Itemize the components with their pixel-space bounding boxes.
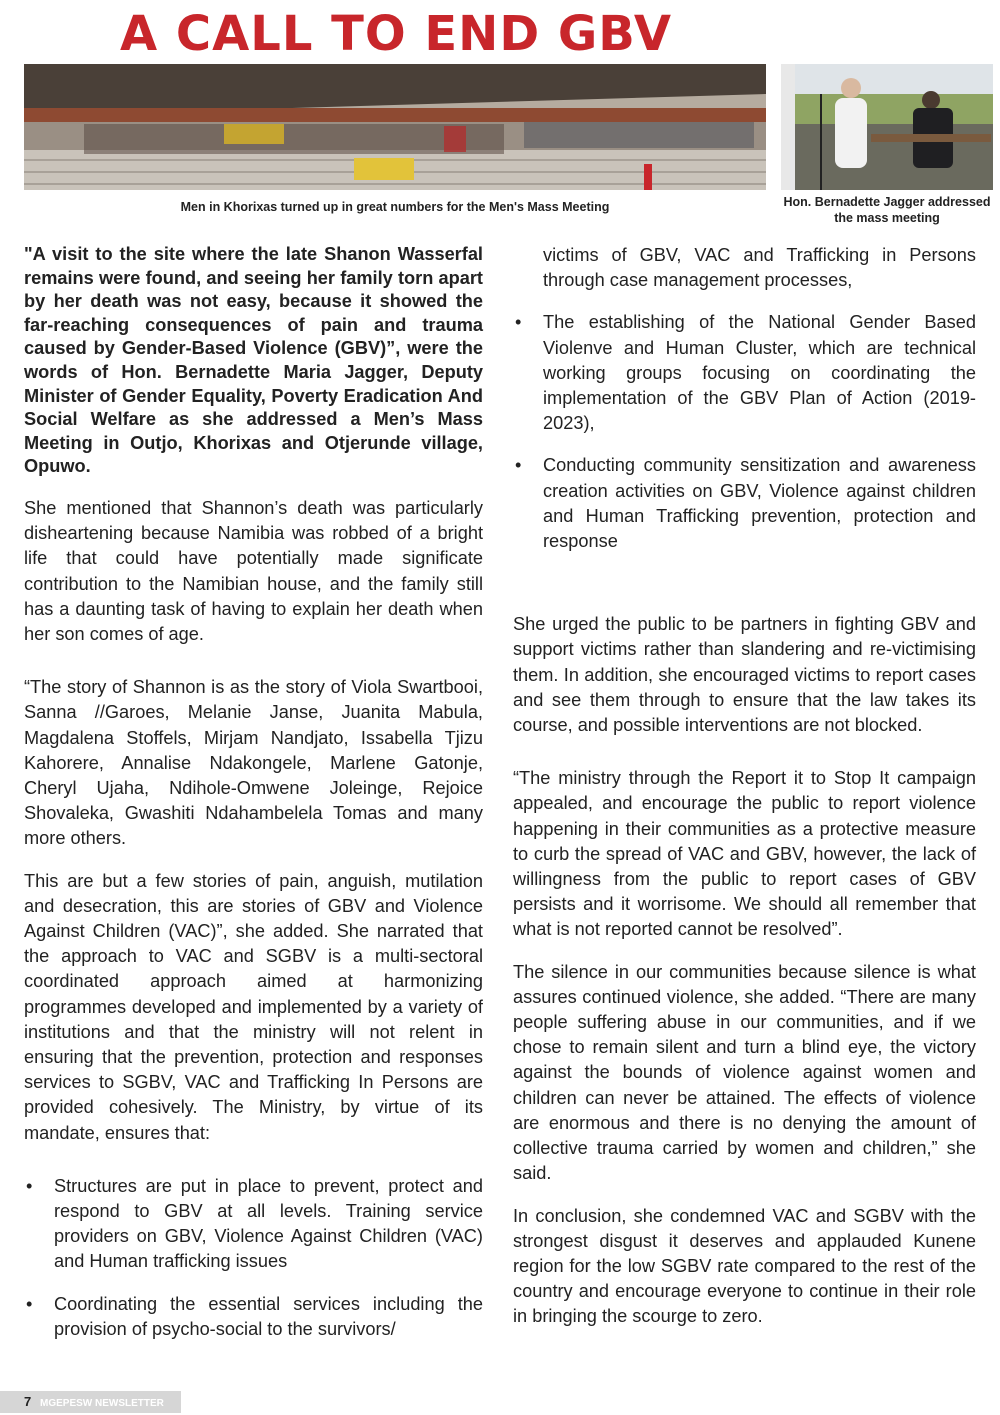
mandate-list	[24, 1174, 483, 1342]
list-item: • Conducting community sensitization and awareness creation activities on GBV, Violence against children and Human Trafficking prevention, protection and response	[513, 453, 976, 554]
list-item: • Structures are put in place to prevent, protect and respond to GBV at all levels. Training service providers on GBV, Violence Against Children (VAC) and Human trafficking issues	[24, 1174, 483, 1275]
lead-paragraph: "A visit to the site where the late Shanon Wasserfal remains were found, and seeing her family torn apart by her death was not easy, because it showed the far-reaching consequences of pain and trauma caused by Gender-Based Violence (GBV)”, were the words of Hon. Bernadette Maria Jagger, Deputy Minister of Gender Equality, Poverty Eradication And Social Welfare as she addressed a Men’s Mass Meeting in Outjo, Khorixas and Otjerunde village, Opuwo.	[24, 244, 483, 477]
list-item: • The establishing of the National Gender Based Violenve and Human Cluster, which are technical working groups focusing on coordinating the implementation of the GBV Plan of Action (2019-2023),	[513, 310, 976, 436]
newsletter-label: MGEPESW NEWSLETTER	[40, 1398, 164, 1409]
page-footer	[0, 1391, 181, 1413]
crowd-photo	[24, 64, 766, 190]
page-title: A CALL TO END GBV	[120, 6, 673, 62]
article-left-column	[24, 243, 483, 1359]
article-right-column	[513, 243, 976, 1347]
article-paragraph: She urged the public to be partners in fighting GBV and support victims rather than slandering and re-victimising them. In addition, she encouraged victims to report cases and see them through to ensure that the law takes its course, and possible interventions are not blocked.	[513, 614, 976, 736]
photo-caption-side: Hon. Bernadette Jagger addressed the mass meeting	[783, 195, 991, 225]
list-item: • Coordinating the essential services including the provision of psycho-social to the survivors/	[24, 1292, 483, 1342]
mandate-list-continued	[513, 310, 976, 554]
article-paragraph: “The ministry through the Report it to Stop It campaign appealed, and encourage the public to report violence happening in their communities as a protective measure to curb the spread of VAC and GBV, however, the lack of willingness from the public to report cases of GBV persists and it worrisome. We should all remember that what is not reported cannot be resolved”.	[513, 768, 976, 940]
article-paragraph: The silence in our communities because silence is what assures continued violence, she added. “There are many people suffering abuse in our communities, and if we chose to remain silent and turn a blind eye, the victory against the bounds of violence against women and children can never be attained. The effects of violence are enormous and there is no denying the amount of collective trauma carried by women and children,” she said.	[513, 961, 976, 1184]
article-paragraph: “The story of Shannon is as the story of Viola Swartbooi, Sanna //Garoes, Melanie Janse, Juanita Mabula, Magdalena Stoffels, Mirjam Nandjato, Issabella Tjizu Kahorere, Annalise Ndakongele, Marlene Gatonje, Cheryl Ujaha, Ndihole-Omwene Joleinge, Rejoice Shovaleka, Gwashiti Ndahambelela Tomas and many more others.	[24, 677, 483, 849]
speaker-photo	[781, 64, 993, 190]
photo-caption-main: Men in Khorixas turned up in great numbers for the Men's Mass Meeting	[180, 200, 610, 214]
article-paragraph: She mentioned that Shannon’s death was particularly disheartening because Namibia was robbed of a bright life that could have potentially made significate contribution to the Namibian house, and the family still has a daunting task of having to explain her death when her son comes of age.	[24, 497, 483, 644]
list-item-continuation: victims of GBV, VAC and Trafficking in Persons through case management processes,	[543, 245, 976, 291]
page-number: 7	[24, 1394, 32, 1409]
article-paragraph: This are but a few stories of pain, anguish, mutilation and desecration, this are stories of GBV and Violence Against Children (VAC)”, she added. She narrated that the approach to VAC and SGBV is a multi-sectoral coordinated approach aimed at harmonizing programmes developed and implemented by a variety of institutions and that the ministry will not relent in ensuring that the prevention, protection and responses services to SGBV, VAC and Trafficking In Persons are provided cohesively. The Ministry, by virtue of its mandate, ensures that:	[24, 870, 483, 1143]
article-paragraph: In conclusion, she condemned VAC and SGBV with the strongest disgust it deserves and applauded Kunene region for the low SGBV rate compared to the rest of the country and encourage everyone to continue in their role in bringing the scourge to zero.	[513, 1205, 976, 1327]
